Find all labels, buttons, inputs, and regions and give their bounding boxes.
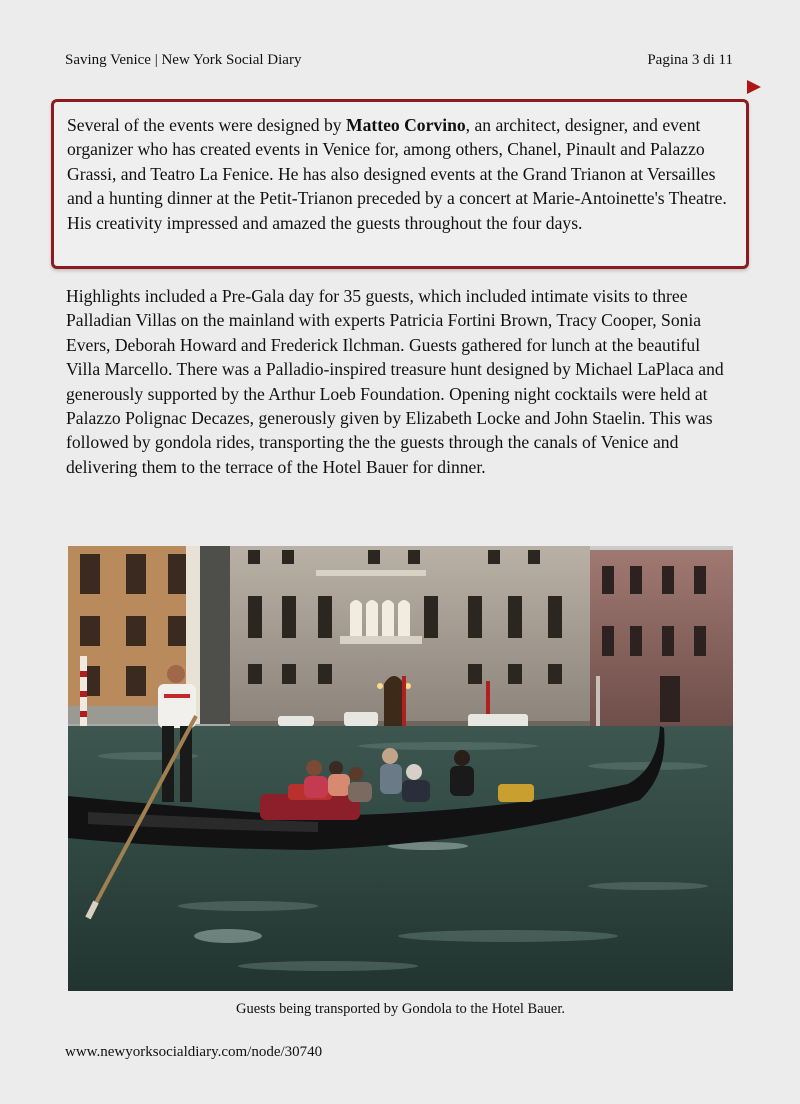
highlight-text-rest: , an architect, designer, and event organizer who has created events in Venice for, among others, Chanel, Pinault and Palazzo Grassi, and Teatro La Fenice. He has also designed events at the Grand Trianon at Versailles and a hunting dinner at the Petit-Trianon preceded by a concert at Marie-Antoinette's Theatre. His creativity impressed and amazed the guests throughout the four days. (67, 115, 727, 233)
photo-caption: Guests being transported by Gondola to the Hotel Bauer. (235, 1001, 565, 1017)
highlight-text-intro: Several of the events were designed by (67, 115, 346, 135)
gondola-photo (68, 546, 733, 991)
footer-url[interactable]: www.newyorksocialdiary.com/node/30740 (65, 1044, 323, 1060)
highlight-box (51, 99, 749, 269)
article-paragraph: Highlights included a Pre-Gala day for 35 guests, which included intimate visits to three Palladian Villas on the mainland with experts Patricia Fortini Brown, Tracy Cooper, Sonia Evers, Deborah Howard and Frederick Ilchman. Guests gathered for lunch at the beautiful Villa Marcello. There was a Palladio-inspired treasure hunt designed by Michael LaPlaca and generously supported by the Arthur Loeb Foundation. Opening night cocktails were held at Palazzo Polignac Decazes, generously given by Elizabeth Locke and John Staelin. This was followed by gondola rides, transporting the the guests through the canals of Venice and delivering them to the terrace of the Hotel Bauer for dinner. (66, 286, 724, 477)
page-indicator: Pagina 3 di 11 (647, 52, 733, 68)
designer-name: Matteo Corvino (345, 115, 466, 135)
highlight-text (67, 113, 733, 235)
next-page-arrow-icon[interactable] (747, 80, 761, 94)
page-header-title: Saving Venice | New York Social Diary (65, 52, 302, 68)
